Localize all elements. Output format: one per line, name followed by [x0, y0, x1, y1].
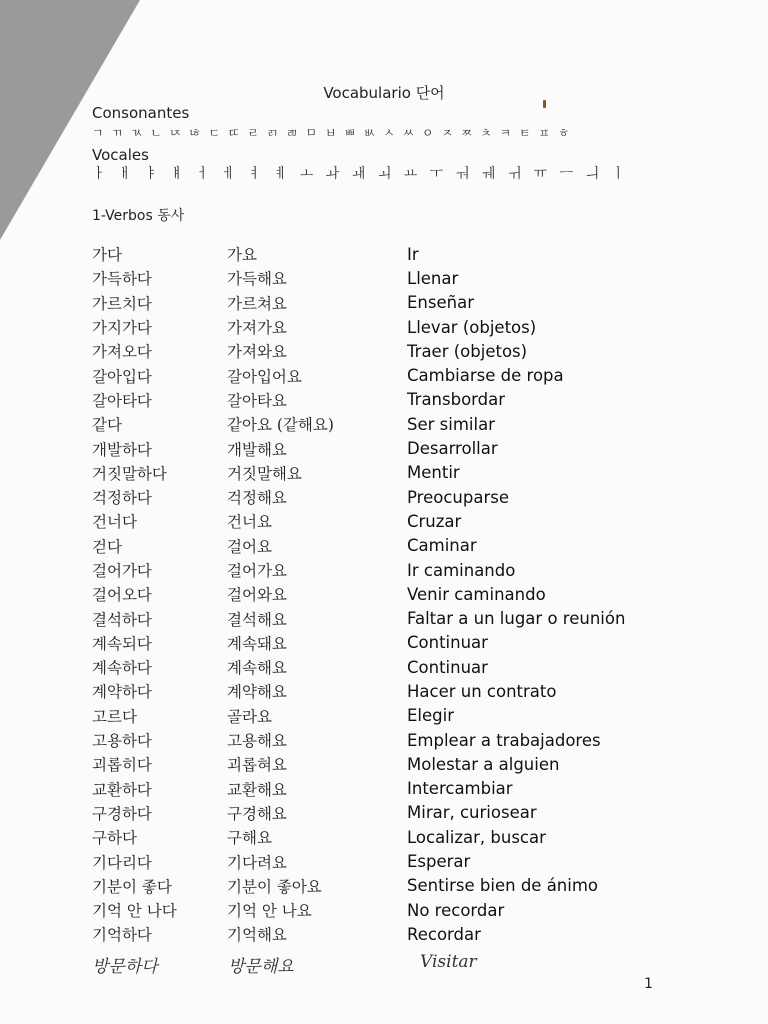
verb-spanish-translation: Localizar, buscar: [407, 827, 546, 847]
verb-polite-form: 가요: [227, 246, 257, 265]
verb-row: [92, 655, 712, 679]
verb-infinitive: 계속하다: [92, 659, 152, 678]
verb-spanish-translation: Llenar: [407, 268, 459, 288]
verb-polite-form: 기다려요: [227, 853, 287, 872]
verb-spanish-translation: Ir: [407, 244, 419, 264]
verb-spanish-translation: Cruzar: [407, 511, 462, 531]
verb-row: [92, 606, 712, 630]
handwritten-spanish: Visitar: [420, 952, 477, 972]
verb-spanish-translation: Elegir: [407, 706, 455, 726]
verb-row: [92, 849, 712, 873]
verb-polite-form: 계속돼요: [227, 634, 287, 653]
verb-spanish-translation: Continuar: [407, 657, 488, 677]
verb-spanish-translation: Mirar, curiosear: [407, 803, 537, 823]
verb-spanish-translation: Sentirse bien de ánimo: [407, 876, 599, 896]
verb-spanish-translation: Ser similar: [407, 414, 495, 434]
verb-polite-form: 기분이 좋아요: [227, 877, 322, 896]
handwritten-infinitive: 방문하다: [92, 957, 158, 977]
verb-infinitive: 가르치다: [92, 294, 152, 313]
verb-row: [92, 291, 712, 315]
verb-infinitive: 교환하다: [92, 780, 152, 799]
verb-row: [92, 412, 712, 436]
verb-infinitive: 걱정하다: [92, 489, 152, 508]
verb-polite-form: 갈아입어요: [227, 367, 302, 386]
verb-polite-form: 괴롭혀요: [227, 756, 287, 775]
verb-spanish-translation: Cambiarse de ropa: [407, 366, 564, 386]
verb-infinitive: 고용하다: [92, 732, 152, 751]
page-title: Vocabulario 단어: [323, 84, 445, 102]
verb-row: [92, 388, 712, 412]
page-number: 1: [644, 976, 653, 992]
verb-polite-form: 가득해요: [227, 270, 287, 289]
verb-infinitive: 구경하다: [92, 804, 152, 823]
verb-polite-form: 구경해요: [227, 804, 287, 823]
verb-infinitive: 가져오다: [92, 343, 152, 362]
verb-row: [92, 461, 712, 485]
verb-spanish-translation: Recordar: [407, 924, 481, 944]
verb-row: [92, 558, 712, 582]
verb-infinitive: 가다: [92, 246, 122, 265]
verb-polite-form: 걸어요: [227, 537, 272, 556]
verb-infinitive: 개발하다: [92, 440, 152, 459]
verb-infinitive: 같다: [92, 416, 122, 435]
verb-polite-form: 갈아타요: [227, 391, 287, 410]
verb-infinitive: 걸어가다: [92, 562, 152, 580]
verb-polite-form: 걸어와요: [227, 586, 287, 605]
verb-polite-form: 계약해요: [227, 683, 287, 702]
verb-infinitive: 갈아입다: [92, 367, 152, 386]
verb-spanish-translation: Caminar: [407, 536, 477, 556]
verb-infinitive: 계속되다: [92, 634, 152, 653]
verb-spanish-translation: Hacer un contrato: [407, 681, 557, 701]
verb-row: [92, 266, 712, 290]
verb-polite-form: 가져와요: [227, 343, 287, 362]
verb-infinitive: 괴롭히다: [92, 756, 152, 775]
verb-infinitive: 가득하다: [92, 270, 152, 289]
verb-row: [92, 242, 712, 266]
verb-spanish-translation: Continuar: [407, 633, 488, 653]
verb-row: [92, 485, 712, 509]
verb-polite-form: 거짓말해요: [227, 464, 302, 483]
verb-infinitive: 결석하다: [92, 610, 152, 629]
verb-spanish-translation: No recordar: [407, 900, 505, 920]
section-title: 1-Verbos 동사: [92, 208, 185, 224]
verb-row: [92, 679, 712, 703]
verb-row: [92, 898, 712, 922]
verb-row: [92, 801, 712, 825]
verb-row: [92, 825, 712, 849]
verb-spanish-translation: Llevar (objetos): [407, 317, 537, 337]
handwritten-polite: 방문해요: [228, 957, 294, 977]
verb-infinitive: 걸어오다: [92, 586, 152, 605]
verb-polite-form: 기억해요: [227, 926, 287, 945]
verb-polite-form: 같아요 (같해요): [227, 416, 334, 435]
verb-spanish-translation: Molestar a alguien: [407, 754, 560, 774]
verb-infinitive: 거짓말하다: [92, 464, 167, 483]
verb-spanish-translation: Ir caminando: [407, 560, 516, 580]
verb-infinitive: 구하다: [92, 829, 137, 848]
verb-polite-form: 가져가요: [227, 319, 287, 338]
verb-infinitive: 기분이 좋다: [92, 877, 172, 896]
consonants-list: ㄱ ㄲ ㄳ ㄴ ㄵ ㄶ ㄷ ㄸ ㄹ ㄺ ㄻ ㅁ ㅂ ㅃ ㅄ ㅅ ㅆ ㅇ ㅈ ㅉ ㅊ ㅋ ㅌ ㅍ ㅎ: [92, 126, 572, 140]
verb-spanish-translation: Transbordar: [407, 390, 506, 410]
verb-infinitive: 계약하다: [92, 683, 152, 702]
verb-row: [92, 509, 712, 533]
verb-row: [92, 631, 712, 655]
verb-infinitive: 건너다: [92, 513, 137, 532]
verb-spanish-translation: Desarrollar: [407, 439, 498, 459]
vowels-label: Vocales: [92, 146, 149, 164]
verb-polite-form: 구해요: [227, 829, 272, 848]
verb-row: [92, 339, 712, 363]
verb-spanish-translation: Mentir: [407, 463, 460, 483]
verb-spanish-translation: Venir caminando: [407, 584, 546, 604]
verb-row: [92, 436, 712, 460]
verb-infinitive: 가지가다: [92, 319, 152, 338]
verb-row: [92, 363, 712, 387]
verb-spanish-translation: Intercambiar: [407, 779, 513, 799]
verb-infinitive: 고르다: [92, 707, 137, 726]
verb-row: [92, 752, 712, 776]
verb-polite-form: 계속해요: [227, 659, 287, 678]
verb-infinitive: 기다리다: [92, 853, 152, 872]
verb-row: [92, 315, 712, 339]
verb-spanish-translation: Enseñar: [407, 293, 474, 313]
verb-row: [92, 728, 712, 752]
verb-spanish-translation: Esperar: [407, 852, 471, 872]
verb-polite-form: 가르쳐요: [227, 294, 287, 313]
vowels-list: ㅏ ㅐ ㅑ ㅒ ㅓ ㅔ ㅕ ㅖ ㅗ ㅘ ㅙ ㅚ ㅛ ㅜ ㅝ ㅞ ㅟ ㅠ ㅡ ㅢ ㅣ: [92, 166, 630, 182]
verb-row: [92, 582, 712, 606]
verb-row: [92, 874, 712, 898]
verb-infinitive: 갈아타다: [92, 391, 152, 410]
verb-polite-form: 건너요: [227, 513, 272, 532]
verb-row: [92, 704, 712, 728]
verb-polite-form: 걸어가요: [227, 562, 287, 580]
verb-row: [92, 534, 712, 558]
verb-polite-form: 기억 안 나요: [227, 902, 312, 921]
verb-polite-form: 고용해요: [227, 732, 287, 751]
verb-infinitive: 기억하다: [92, 926, 152, 945]
verb-row: [92, 922, 712, 946]
verb-spanish-translation: Preocuparse: [407, 487, 509, 507]
verb-polite-form: 결석해요: [227, 610, 287, 629]
verb-spanish-translation: Faltar a un lugar o reunión: [407, 609, 626, 629]
verb-table: [92, 242, 712, 947]
verb-infinitive: 기억 안 나다: [92, 902, 177, 921]
verb-spanish-translation: Traer (objetos): [407, 341, 528, 361]
verb-polite-form: 교환해요: [227, 780, 287, 799]
verb-polite-form: 걱정해요: [227, 489, 287, 508]
consonants-label: Consonantes: [92, 104, 190, 122]
verb-row: [92, 777, 712, 801]
verb-infinitive: 걷다: [92, 537, 122, 556]
verb-spanish-translation: Emplear a trabajadores: [407, 730, 601, 750]
verb-polite-form: 개발해요: [227, 440, 287, 459]
verb-polite-form: 골라요: [227, 707, 272, 726]
